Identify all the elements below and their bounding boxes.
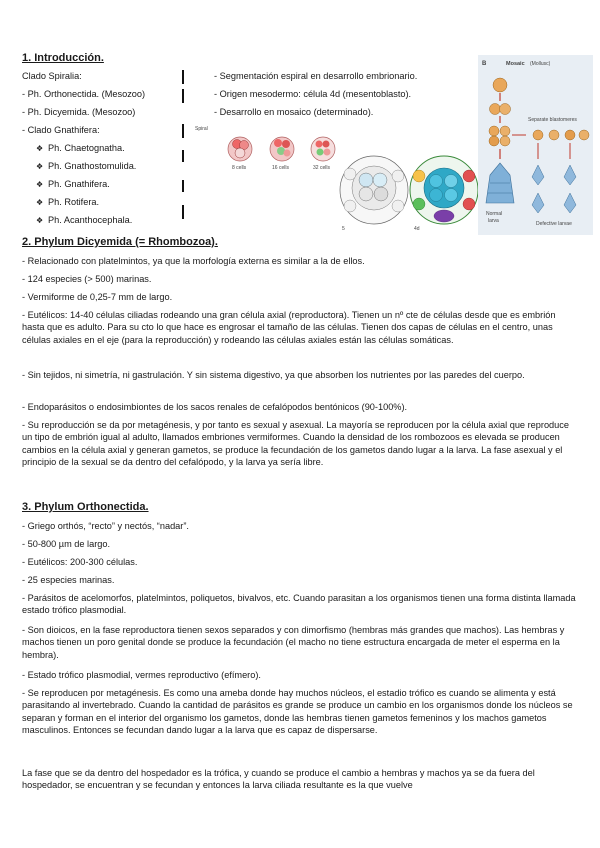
gnathifera-item: ❖ Ph. Acanthocephala.	[36, 214, 132, 228]
blastula-left	[340, 156, 408, 224]
mosaic-development-figure	[478, 55, 593, 235]
orthonectida-paragraph: - Griego orthós, “recto” y nectós, “nadar”.	[22, 521, 189, 531]
gnathifera-item: ❖ Ph. Rotifera.	[36, 196, 99, 210]
divider-bar	[182, 180, 184, 192]
svg-text:Normal: Normal	[486, 211, 503, 217]
diamond-bullet-icon: ❖	[36, 180, 44, 189]
characteristic-item: - Desarrollo en mosaico (determinado).	[214, 107, 374, 117]
embryo-8-cells	[228, 137, 252, 161]
dicyemida-paragraph: - Eutélicos: 14-40 células ciliadas rodeando una gran célula axial (reproductora). Tienen un nº cte de células desde que es embrión hasta que es adulto. Para su cto lo que hace es engrosar el tamaño de las células. Tienen dos capas de células en el centro, unas células axiales en el eje (para la reproducción) y rodeando las células axiales están las células somáticas.	[22, 310, 556, 345]
spiral-label: Spiral	[195, 126, 208, 132]
orthonectida-paragraph: La fase que se da dentro del hospedador es la trófica, y cuando se produce el cambio a hembras y machos ya se da fuera del hospedador, se encuentran y se fecundan y entonces la larva ciliada resultante es la que vuelve	[22, 768, 535, 791]
diamond-bullet-icon: ❖	[36, 216, 44, 225]
dicyemida-paragraph: - Su reproducción se da por metagénesis, y por tanto es sexual y asexual. La mayoría se reproducen por la célula axial que reproduce un tipo de embrión igual al adulto, llamados embriones vermiformes. Cuando la densidad de los rombozoos es elevada se producen cambios en la célula axial y generan gametos, se produce la fecundación de los gametos dando lugar a la larva. La fase asexual y el principio de la sexual se da dentro del cefalópodo, y la larva ya sería libre.	[22, 420, 569, 468]
dicyemida-paragraph: - Endoparásitos o endosimbiontes de los sacos renales de cefalópodos bentónicos (90-100%).	[22, 402, 408, 412]
gnathifera-item: ❖ Ph. Chaetognatha.	[36, 142, 125, 156]
orthonectida-paragraph: - 25 especies marinas.	[22, 575, 115, 585]
blastula-right	[410, 156, 478, 224]
divider-bar	[182, 205, 184, 219]
diamond-bullet-icon: ❖	[36, 162, 44, 171]
characteristic-item: - Segmentación espiral en desarrollo embrionario.	[214, 71, 418, 81]
blastomere-figure	[336, 150, 486, 234]
svg-text:Separate blastomeres: Separate blastomeres	[528, 117, 577, 123]
section-2-heading: 2. Phylum Dicyemida (= Rhombozoa).	[22, 236, 218, 248]
dicyemida-paragraph: - Relacionado con platelmintos, ya que la morfología externa es similar a la de ellos.	[22, 256, 365, 266]
orthonectida-paragraph: - Son dioicos, en la fase reproductora tienen sexos separados y con dimorfismo (hembras más grandes que machos). Las hembras y machos tienen un poro genital donde se produce la fecundación (el macho no tiene estructura encargada de meter el esperma en la hembra).	[22, 625, 565, 660]
spiral-cleavage-figure	[195, 123, 355, 175]
clado-gnathifera-label: - Clado Gnathifera:	[22, 125, 100, 135]
svg-text:B: B	[482, 61, 487, 67]
orthonectida-paragraph: - Estado trófico plasmodial, vermes reproductivo (efímero).	[22, 670, 261, 680]
svg-text:Mosaic: Mosaic	[506, 61, 525, 67]
clado-spiralia-label: Clado Spiralia:	[22, 71, 82, 81]
orthonectida-paragraph: - Se reproducen por metagénesis. Es como una ameba donde hay muchos núcleos, el estadio trófico es cuando se alimenta y está parasitando al invertebrado. Cuando la cantidad de parásitos es grande se produce un cambio en los organismos donde los núcleos se separan y forman en el interior del organismo los gametos, donde las hembras tienen gametos femeninos y los machos gametos masculinos. Entonces se fecundan dando lugar a la larva que es capaz de dispersarse.	[22, 688, 573, 736]
dicyemida-paragraph: - Vermiforme de 0,25-7 mm de largo.	[22, 292, 173, 302]
svg-text:8 cells: 8 cells	[232, 165, 247, 171]
svg-text:16 cells: 16 cells	[272, 165, 289, 171]
divider-bar	[182, 89, 184, 103]
svg-text:4d: 4d	[414, 226, 420, 232]
orthonectida-paragraph: - Eutélicos: 200-300 células.	[22, 557, 138, 567]
svg-text:larva: larva	[488, 218, 499, 224]
diamond-bullet-icon: ❖	[36, 198, 44, 207]
embryo-32-cells	[311, 137, 335, 161]
section-3-heading: 3. Phylum Orthonectida.	[22, 501, 149, 513]
gnathifera-item: ❖ Ph. Gnathostomulida.	[36, 160, 136, 174]
dicyemida-item: - Ph. Dicyemida. (Mesozoo)	[22, 107, 136, 117]
divider-bar	[182, 150, 184, 162]
svg-text:32 cells: 32 cells	[313, 165, 330, 171]
svg-text:Defective larvae: Defective larvae	[536, 221, 572, 227]
dicyemida-paragraph: - 124 especies (> 500) marinas.	[22, 274, 152, 284]
divider-bar	[182, 70, 184, 84]
svg-text:(Mollusc): (Mollusc)	[530, 61, 551, 67]
orthonectida-paragraph: - 50-800 µm de largo.	[22, 539, 111, 549]
orthonectida-paragraph: - Parásitos de acelomorfos, platelmintos, poliquetos, bivalvos, etc. Cuando parasitan a los organismos tienen una forma distinta llamada estado trófico plasmodial.	[22, 593, 576, 616]
gnathifera-item: ❖ Ph. Gnathifera.	[36, 178, 110, 192]
svg-text:5: 5	[342, 226, 345, 232]
divider-bar	[182, 124, 184, 138]
orthonectida-item: - Ph. Orthonectida. (Mesozoo)	[22, 89, 146, 99]
dicyemida-paragraph: - Sin tejidos, ni simetría, ni gastrulación. Y sin sistema digestivo, ya que absorben los nutrientes por las paredes del cuerpo.	[22, 370, 525, 380]
characteristic-item: - Origen mesodermo: célula 4d (mesentoblasto).	[214, 89, 412, 99]
diamond-bullet-icon: ❖	[36, 144, 44, 153]
embryo-16-cells	[270, 137, 294, 161]
section-1-heading: 1. Introducción.	[22, 52, 104, 64]
